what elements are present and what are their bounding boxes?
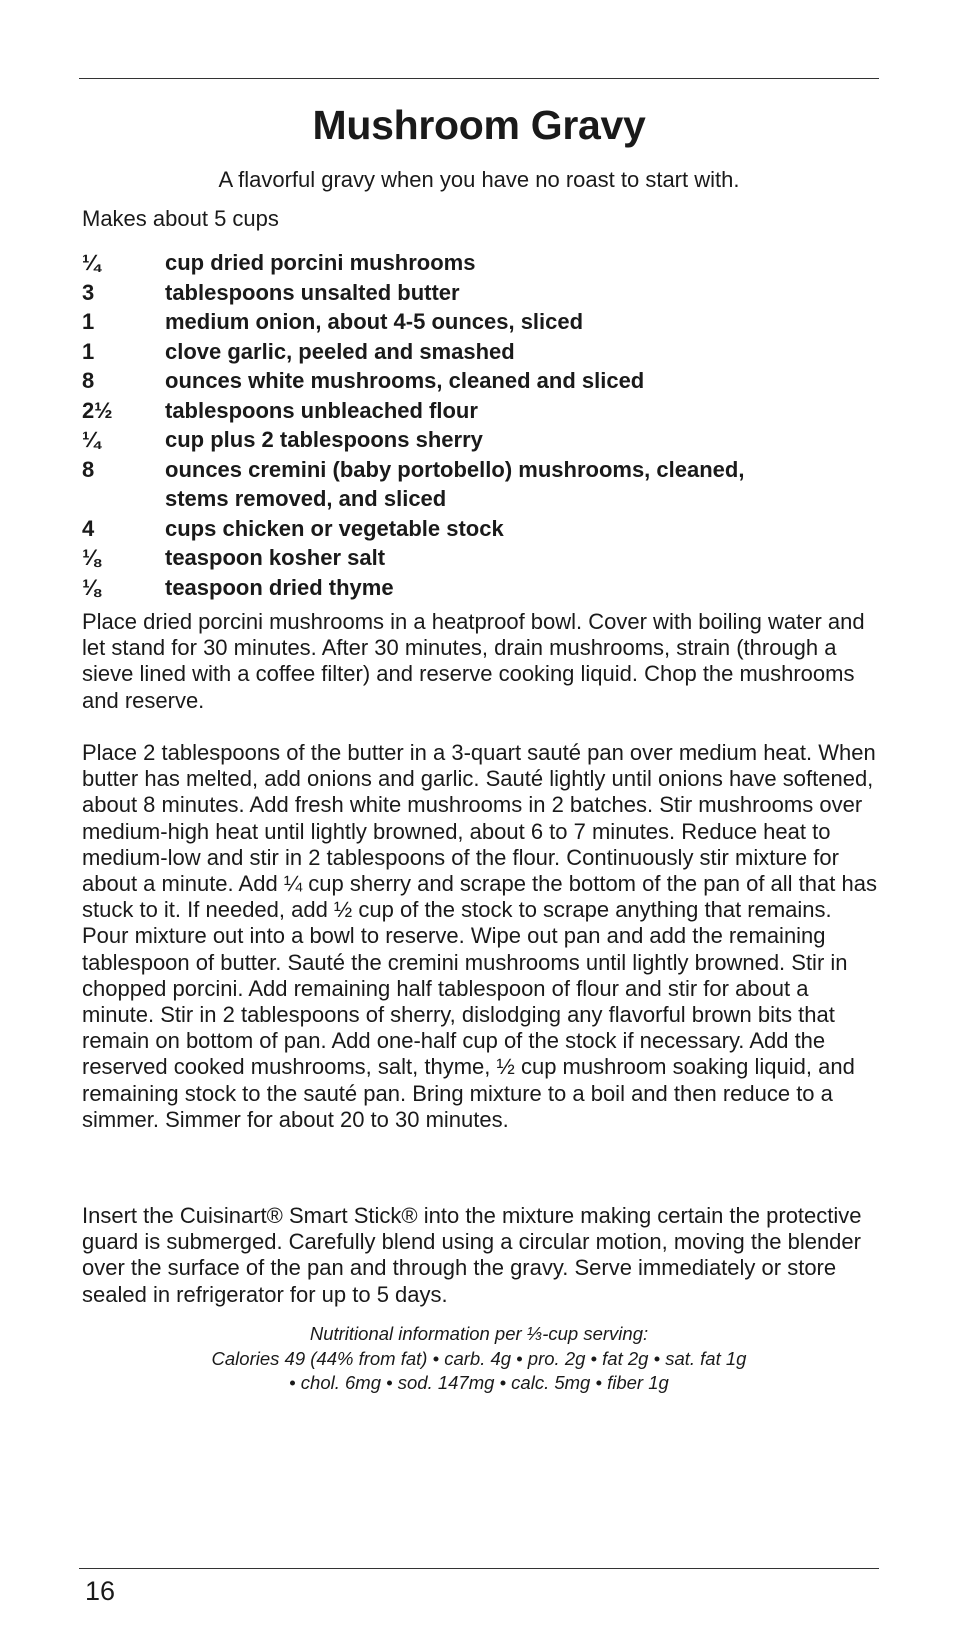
recipe-title: Mushroom Gravy xyxy=(312,102,646,148)
ingredient-description: cup plus 2 tablespoons sherry xyxy=(165,427,483,452)
ingredient-row xyxy=(82,307,872,337)
ingredient-row xyxy=(82,514,872,544)
ingredient-description: tablespoons unbleached flour xyxy=(165,397,478,423)
nutrition-line: Calories 49 (44% from fat) • carb. 4g • pro. 2g • fat 2g • sat. fat 1g xyxy=(211,1347,747,1369)
nutrition-info xyxy=(79,1322,879,1396)
instruction-paragraph: Insert the Cuisinart® Smart Stick® into the mixture making certain the protective guard is submerged. Carefully blend using a circular motion, moving the blender over the surface of the pan and through the gravy. Serve immediately or store sealed in refrigerator for up to 5 days. xyxy=(82,1203,862,1307)
ingredient-row xyxy=(82,573,872,603)
ingredient-quantity: 1 xyxy=(82,338,95,364)
ingredient-row xyxy=(82,337,872,367)
nutrition-heading: Nutritional information per ⅓-cup serving: xyxy=(309,1323,649,1344)
ingredient-quantity: 1 xyxy=(82,309,95,334)
ingredient-quantity: ⅛ xyxy=(82,574,101,600)
ingredient-description: clove garlic, peeled and smashed xyxy=(165,338,515,364)
ingredient-description: teaspoon dried thyme xyxy=(165,574,394,600)
ingredient-row xyxy=(82,278,872,308)
ingredient-row xyxy=(82,543,872,573)
ingredient-description: tablespoons unsalted butter xyxy=(165,279,460,305)
ingredient-row xyxy=(82,366,872,396)
ingredient-quantity: 8 xyxy=(82,456,95,482)
ingredient-quantity: ¼ xyxy=(82,427,101,452)
top-divider xyxy=(79,78,879,79)
ingredient-quantity: 2½ xyxy=(82,397,113,423)
ingredient-quantity: ¼ xyxy=(82,250,101,275)
ingredient-quantity: 4 xyxy=(82,515,95,541)
instruction-paragraph: Place 2 tablespoons of the butter in a 3-quart sauté pan over medium heat. When butter has melted, add onions and garlic. Sauté lightly until onions have softened, about 8 minutes. Add fresh white mushrooms in 2 batches. Stir mushrooms over medium-high heat until lightly browned, about 6 to 7 minutes. Reduce heat to medium-low and stir in 2 tablespoons of the flour. Continuously stir mixture for about a minute. Add ¼ cup sherry and scrape the bottom of the pan of all that has stuck to it. If needed, add ½ cup of the stock to scrape anything that remains. Pour mixture out into a bowl to reserve. Wipe out pan and add the remaining tablespoon of butter. Sauté the cremini mushrooms until lightly browned. Stir in chopped porcini. Add remaining half tablespoon of flour and stir for about a minute. Stir in 2 tablespoons of sherry, dislodging any flavorful brown bits that remain on bottom of pan. Add one-half cup of the stock if necessary. Add the reserved cooked mushrooms, salt, thyme, ½ cup mushroom soaking liquid, and remaining stock to the sauté pan. Bring mixture to a boil and then reduce to a simmer. Simmer for about 20 to 30 minutes. xyxy=(82,740,877,1132)
recipe-subtitle: A flavorful gravy when you have no roast to start with. xyxy=(218,167,740,192)
page-number: 16 xyxy=(85,1576,116,1606)
ingredient-row xyxy=(82,455,872,514)
ingredient-quantity: ⅛ xyxy=(82,545,101,570)
ingredient-quantity: 3 xyxy=(82,279,95,305)
recipe-yield: Makes about 5 cups xyxy=(82,206,279,231)
ingredient-description: teaspoon kosher salt xyxy=(165,545,386,570)
instruction-paragraph: Place dried porcini mushrooms in a heatproof bowl. Cover with boiling water and let stand for 30 minutes. After 30 minutes, drain mushrooms, strain (through a sieve lined with a coffee filter) and reserve cooking liquid. Chop the mushrooms and reserve. xyxy=(82,609,865,713)
nutrition-line: • chol. 6mg • sod. 147mg • calc. 5mg • fiber 1g xyxy=(289,1372,669,1393)
ingredient-description: ounces cremini (baby portobello) mushrooms, cleaned, stems removed, and sliced xyxy=(165,456,745,511)
ingredient-row xyxy=(82,425,872,455)
ingredient-quantity: 8 xyxy=(82,368,95,393)
ingredient-description: ounces white mushrooms, cleaned and sliced xyxy=(165,368,645,393)
bottom-divider xyxy=(79,1568,879,1569)
ingredient-list xyxy=(82,248,872,602)
ingredient-description: cups chicken or vegetable stock xyxy=(165,515,504,541)
ingredient-row xyxy=(82,396,872,426)
ingredient-description: cup dried porcini mushrooms xyxy=(165,250,476,275)
ingredient-row xyxy=(82,248,872,278)
ingredient-description: medium onion, about 4-5 ounces, sliced xyxy=(165,309,584,334)
